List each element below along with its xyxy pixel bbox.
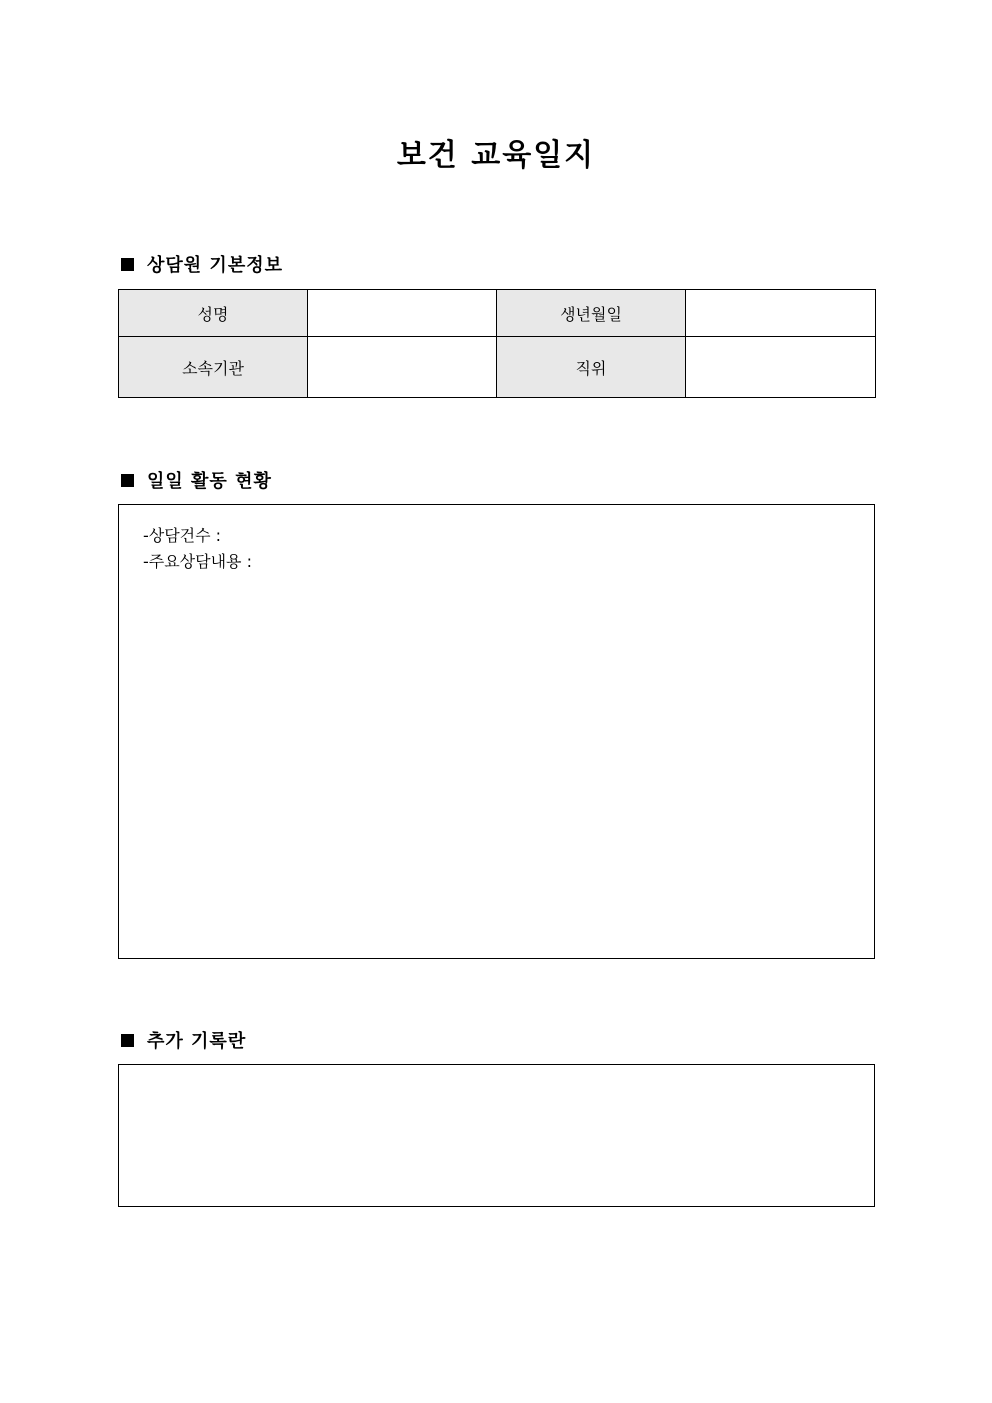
square-bullet-icon: [121, 1034, 134, 1047]
section-heading-daily-activity: [119, 466, 272, 494]
daily-activity-box[interactable]: [118, 504, 875, 959]
additional-notes-box[interactable]: [118, 1064, 875, 1207]
page-title: 보건 교육일지: [396, 138, 596, 173]
main-consultation-content-line: -주요상담내용 :: [143, 552, 252, 571]
section-heading-label: 추가 기록란: [147, 1031, 247, 1052]
table-row: [119, 337, 876, 398]
birthdate-label: 생년월일: [497, 290, 686, 337]
name-label: 성명: [119, 290, 308, 337]
birthdate-field[interactable]: [686, 290, 876, 337]
table-row: [119, 290, 876, 337]
position-label: 직위: [497, 337, 686, 398]
affiliation-label: 소속기관: [119, 337, 308, 398]
square-bullet-icon: [121, 474, 134, 487]
consultation-count-line: -상담건수 :: [143, 526, 222, 545]
section-heading-label: 상담원 기본정보: [147, 255, 283, 276]
square-bullet-icon: [121, 258, 134, 271]
section-heading-additional-notes: [119, 1026, 246, 1054]
section-heading-basic-info: [119, 250, 283, 278]
basic-info-table: [118, 289, 876, 398]
name-field[interactable]: [308, 290, 497, 337]
section-heading-label: 일일 활동 현황: [147, 471, 272, 492]
position-field[interactable]: [686, 337, 876, 398]
affiliation-field[interactable]: [308, 337, 497, 398]
